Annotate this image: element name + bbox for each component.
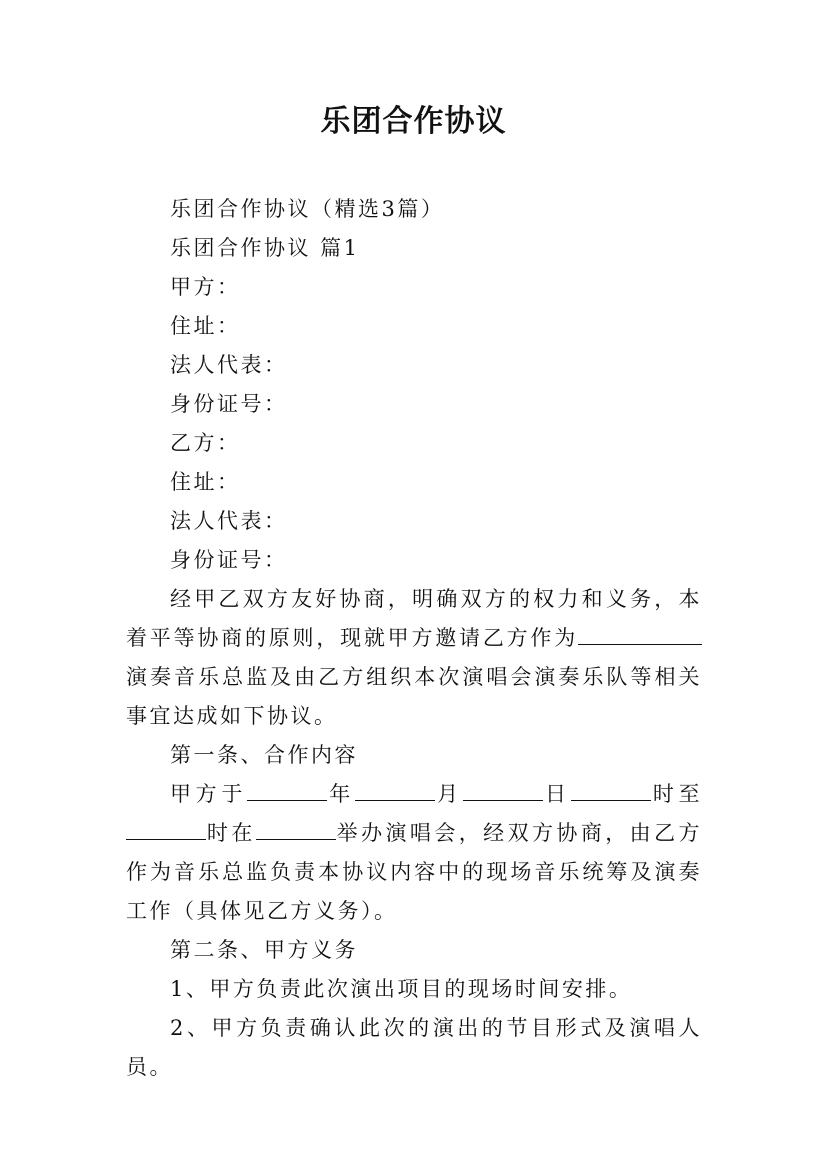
section1-paragraph — [126, 775, 702, 931]
intro-blank — [578, 626, 702, 645]
section1-seg-day: 日 — [542, 782, 571, 806]
intro-text-before: 经甲乙双方友好协商，明确双方的权力和义务，本着平等协商的原则，现就甲方邀请乙方作为 — [126, 587, 702, 650]
party-b-id-label: 身份证号： — [170, 548, 288, 572]
party-a-label: 甲方： — [170, 275, 241, 299]
section1-heading: 第一条、合作内容 — [170, 743, 358, 767]
end-time-blank — [126, 821, 206, 840]
section1-seg-start: 甲方于 — [170, 782, 248, 806]
intro-paragraph — [126, 580, 702, 736]
day-blank — [463, 782, 543, 801]
party-a-id-label: 身份证号： — [170, 392, 288, 416]
month-blank — [355, 782, 435, 801]
section1-seg-time-at: 时在 — [206, 821, 256, 845]
article-heading: 乐团合作协议 篇1 — [170, 236, 360, 260]
intro-text-after: 演奏音乐总监及由乙方组织本次演唱会演奏乐队等相关事宜达成如下协议。 — [126, 665, 702, 728]
section2-heading: 第二条、甲方义务 — [170, 938, 358, 962]
section1-seg-time-to: 时至 — [650, 782, 703, 806]
section2-item: 1、甲方负责此次演出项目的现场时间安排。 — [170, 977, 633, 1001]
document-body — [126, 190, 702, 1087]
start-time-blank — [571, 782, 651, 801]
document-title: 乐团合作协议 — [320, 104, 507, 139]
year-blank — [247, 782, 327, 801]
party-b-legal-rep-label: 法人代表： — [170, 509, 288, 533]
section1-seg-rest: 举办演唱会，经双方协商，由乙方作为音乐总监负责本协议内容中的现场音乐统筹及演奏工作（具体见乙方义务）。 — [126, 821, 702, 923]
section1-seg-month: 月 — [434, 782, 463, 806]
section1-seg-year: 年 — [327, 782, 355, 806]
party-b-label: 乙方： — [170, 431, 241, 455]
section2-item: 2、甲方负责确认此次的演出的节目形式及演唱人员。 — [126, 1016, 702, 1079]
party-a-address-label: 住址： — [170, 314, 241, 338]
subtitle-line: 乐团合作协议（精选3篇） — [170, 197, 445, 221]
venue-blank — [256, 821, 336, 840]
party-b-address-label: 住址： — [170, 470, 241, 494]
party-a-legal-rep-label: 法人代表： — [170, 353, 288, 377]
